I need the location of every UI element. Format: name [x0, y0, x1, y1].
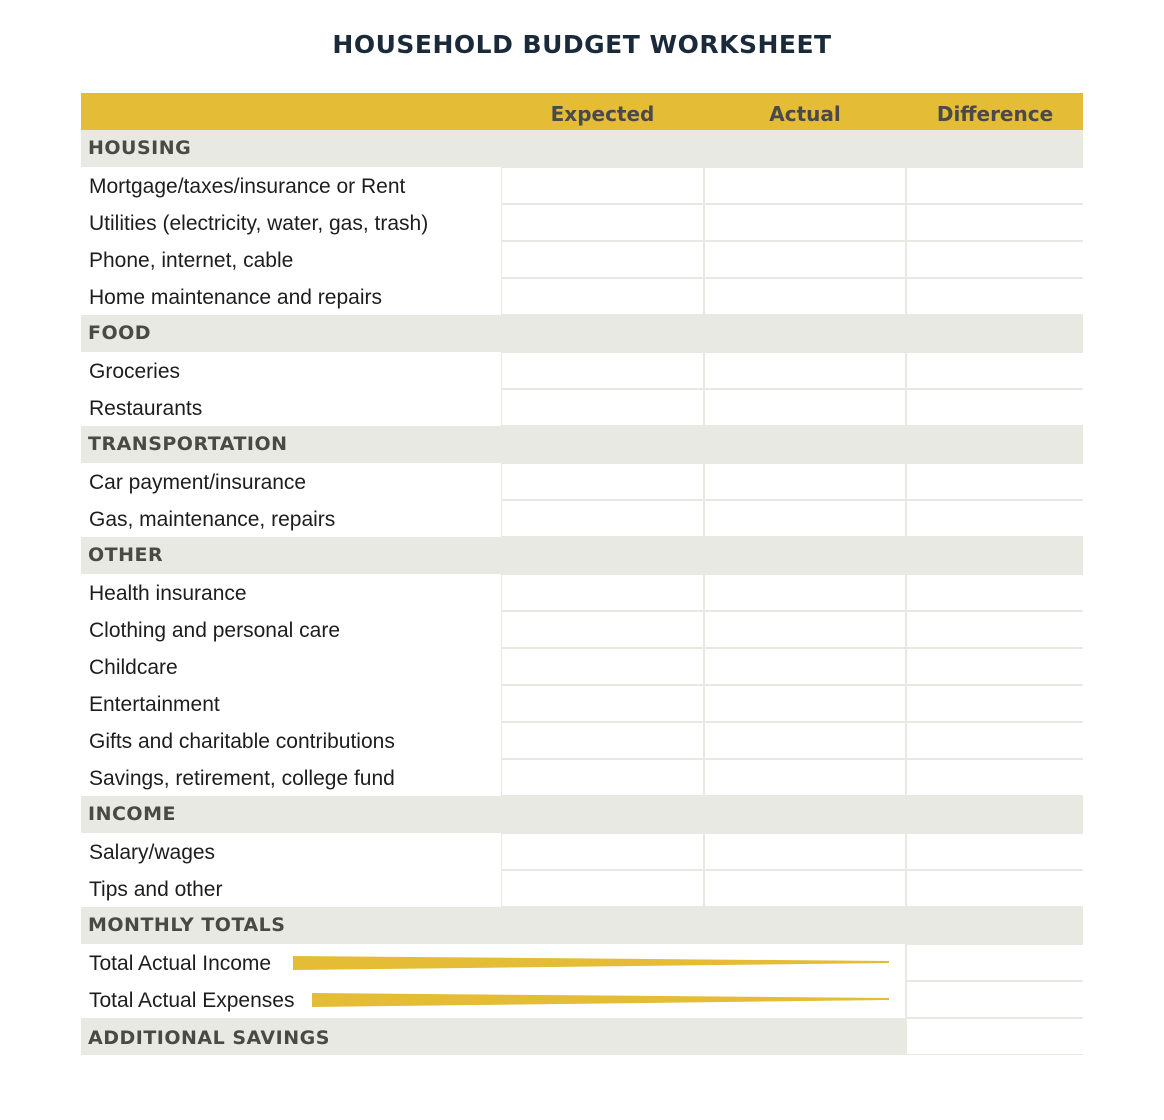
table-row: [81, 500, 1083, 537]
pointer-arrow-icon: [293, 954, 889, 972]
expected-cell[interactable]: [502, 871, 703, 906]
row-label: Phone, internet, cable: [81, 241, 501, 278]
difference-cell[interactable]: [907, 279, 1083, 314]
expected-cell[interactable]: [502, 168, 703, 203]
difference-cell[interactable]: [907, 501, 1083, 536]
total-expenses-cell[interactable]: [907, 982, 1083, 1017]
expected-cell[interactable]: [502, 834, 703, 869]
row-label: Entertainment: [81, 685, 501, 722]
actual-cell[interactable]: [705, 686, 905, 721]
section-other: OTHER: [81, 537, 1083, 574]
column-header-expected: Expected: [550, 102, 655, 126]
row-label: Groceries: [81, 352, 501, 389]
table-header: [81, 93, 1083, 130]
table-row: [81, 685, 1083, 722]
row-label: Salary/wages: [81, 833, 501, 870]
difference-cell[interactable]: [907, 760, 1083, 795]
total-income-label: Total Actual Income: [89, 952, 272, 975]
difference-cell[interactable]: [907, 168, 1083, 203]
actual-cell[interactable]: [705, 723, 905, 758]
total-expenses-label: Total Actual Expenses: [89, 989, 295, 1012]
actual-cell[interactable]: [705, 390, 905, 425]
difference-cell[interactable]: [907, 575, 1083, 610]
section-housing: HOUSING: [81, 130, 1083, 167]
row-label: Childcare: [81, 648, 501, 685]
actual-cell[interactable]: [705, 760, 905, 795]
table-row: [81, 611, 1083, 648]
table-row: [81, 278, 1083, 315]
table-row-additional-savings: [81, 1018, 1083, 1055]
section-food: FOOD: [81, 315, 1083, 352]
actual-cell[interactable]: [705, 834, 905, 869]
expected-cell[interactable]: [502, 501, 703, 536]
row-label: Gas, maintenance, repairs: [81, 500, 501, 537]
actual-cell[interactable]: [705, 501, 905, 536]
difference-cell[interactable]: [907, 723, 1083, 758]
row-label: Car payment/insurance: [81, 463, 501, 500]
actual-cell[interactable]: [705, 353, 905, 388]
expected-cell[interactable]: [502, 242, 703, 277]
table-row: [81, 648, 1083, 685]
section-income: INCOME: [81, 796, 1083, 833]
table-row: [81, 463, 1083, 500]
difference-cell[interactable]: [907, 390, 1083, 425]
expected-cell[interactable]: [502, 649, 703, 684]
section-transportation: TRANSPORTATION: [81, 426, 1083, 463]
difference-cell[interactable]: [907, 649, 1083, 684]
expected-cell[interactable]: [502, 760, 703, 795]
difference-cell[interactable]: [907, 686, 1083, 721]
actual-cell[interactable]: [705, 242, 905, 277]
table-row-total-expenses: [81, 981, 1083, 1018]
row-label: Health insurance: [81, 574, 501, 611]
difference-cell[interactable]: [907, 834, 1083, 869]
expected-cell[interactable]: [502, 390, 703, 425]
table-row: [81, 574, 1083, 611]
table-row: [81, 722, 1083, 759]
expected-cell[interactable]: [502, 575, 703, 610]
table-row: [81, 870, 1083, 907]
actual-cell[interactable]: [705, 649, 905, 684]
difference-cell[interactable]: [907, 871, 1083, 906]
table-row: [81, 759, 1083, 796]
expected-cell[interactable]: [502, 205, 703, 240]
actual-cell[interactable]: [705, 464, 905, 499]
actual-cell[interactable]: [705, 205, 905, 240]
page-title: HOUSEHOLD BUDGET WORKSHEET: [332, 30, 832, 59]
difference-cell[interactable]: [907, 612, 1083, 647]
row-label: Restaurants: [81, 389, 501, 426]
row-label: Clothing and personal care: [81, 611, 501, 648]
expected-cell[interactable]: [502, 464, 703, 499]
table-row: [81, 167, 1083, 204]
total-income-cell[interactable]: [907, 945, 1083, 980]
additional-savings-label: ADDITIONAL SAVINGS: [81, 1018, 905, 1055]
column-header-actual: Actual: [769, 102, 841, 126]
row-label: Home maintenance and repairs: [81, 278, 501, 315]
difference-cell[interactable]: [907, 242, 1083, 277]
expected-cell[interactable]: [502, 279, 703, 314]
column-header-difference: Difference: [936, 102, 1054, 126]
table-row: [81, 833, 1083, 870]
row-label: Mortgage/taxes/insurance or Rent: [81, 167, 501, 204]
table-row: [81, 389, 1083, 426]
expected-cell[interactable]: [502, 686, 703, 721]
row-label: Tips and other: [81, 870, 501, 907]
row-label: Savings, retirement, college fund: [81, 759, 501, 796]
expected-cell[interactable]: [502, 353, 703, 388]
actual-cell[interactable]: [705, 575, 905, 610]
difference-cell[interactable]: [907, 205, 1083, 240]
additional-savings-cell[interactable]: [907, 1019, 1083, 1054]
actual-cell[interactable]: [705, 612, 905, 647]
section-monthly-totals: MONTHLY TOTALS: [81, 907, 1083, 944]
row-label: Utilities (electricity, water, gas, trash): [81, 204, 501, 241]
difference-cell[interactable]: [907, 353, 1083, 388]
table-row-total-income: [81, 944, 1083, 981]
table-row: [81, 241, 1083, 278]
actual-cell[interactable]: [705, 871, 905, 906]
table-row: [81, 352, 1083, 389]
pointer-arrow-icon: [312, 991, 889, 1009]
table-row: [81, 204, 1083, 241]
expected-cell[interactable]: [502, 612, 703, 647]
actual-cell[interactable]: [705, 168, 905, 203]
budget-table: [81, 93, 1083, 1055]
difference-cell[interactable]: [907, 464, 1083, 499]
row-label: Gifts and charitable contributions: [81, 722, 501, 759]
actual-cell[interactable]: [705, 279, 905, 314]
expected-cell[interactable]: [502, 723, 703, 758]
